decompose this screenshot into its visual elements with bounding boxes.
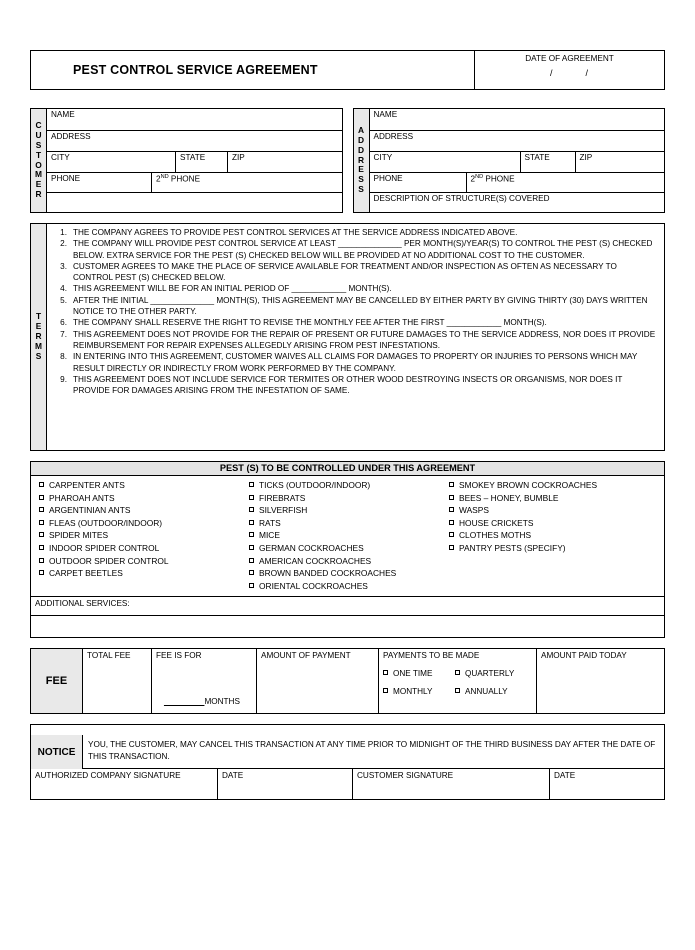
term-item: THIS AGREEMENT DOES NOT INCLUDE SERVICE FOR TERMITES OR OTHER WOOD DESTROYING INSECTS OR ORGANISMS, NOR DOES IT PROVIDE FOR DAMAGES ARISING FROM THE INFESTATION OF SAME. [73,374,623,396]
pest-option[interactable] [449,517,664,530]
date-slashes [475,68,664,78]
terms-body [47,224,664,450]
checkbox-icon[interactable] [449,482,454,487]
pest-option[interactable] [249,479,441,492]
pest-option[interactable] [39,479,241,492]
amount-of-payment-field[interactable] [257,649,379,713]
checkbox-icon[interactable] [249,558,254,563]
amount-paid-today-label: AMOUNT PAID TODAY [541,651,627,661]
address-phone-row[interactable] [370,173,665,193]
fee-months-line [164,697,240,706]
customer-name-row[interactable] [47,109,342,131]
customer-phone-row[interactable] [47,173,342,193]
term-item: THE COMPANY AGREES TO PROVIDE PEST CONTROL SERVICES AT THE SERVICE ADDRESS INDICATED ABOVE. [73,228,518,237]
amount-of-payment-label: AMOUNT OF PAYMENT [261,651,351,661]
pest-option[interactable] [39,555,241,568]
checkbox-icon[interactable] [39,570,44,575]
pest-label: ARGENTINIAN ANTS [49,505,131,516]
option-monthly-label: MONTHLY [393,687,433,697]
checkbox-icon[interactable] [249,495,254,500]
pest-label: TICKS (OUTDOOR/INDOOR) [259,480,371,490]
pest-option[interactable] [449,479,664,492]
address-name-row[interactable] [370,109,665,131]
option-monthly[interactable] [383,687,455,696]
pest-option[interactable] [249,555,441,568]
checkbox-icon[interactable] [39,482,44,487]
address-state-label: STATE [520,152,575,172]
additional-services-blank-row[interactable] [31,615,664,637]
pest-columns [31,476,664,596]
notice-row [31,735,664,769]
pest-option[interactable] [39,504,241,517]
option-annually[interactable] [455,687,527,696]
address-city-state-zip-row[interactable] [370,152,665,173]
address-second-phone-label: 2ND PHONE [466,173,665,192]
customer-extra-cell [47,193,342,212]
address-phone-label: PHONE [373,174,403,183]
company-date-label: DATE [222,771,244,781]
term-item: CUSTOMER AGREES TO MAKE THE PLACE OF SERVICE AVAILABLE FOR TREATMENT AND/OR INSPECTION AS OFTEN AS NECESSARY TO CONTROL PEST (S) CHECKED BELOW. [73,261,617,283]
payment-options-row-1 [383,669,536,678]
address-description-row[interactable] [370,193,665,212]
pest-column-1 [31,479,241,592]
fee-is-for-label: FEE IS FOR [156,651,202,661]
customer-block [30,108,343,213]
date-slash-2: / [585,68,590,78]
term-item: IN ENTERING INTO THIS AGREEMENT, CUSTOMER WAIVES ALL CLAIMS FOR DAMAGES TO PROPERTY OR INJURIES TO PERSONS WHICH MAY RESULT DIRECTLY OR INDIRECTLY FROM WORK PERFORMED BY THE COMPANY. [73,352,638,373]
address-name-label: NAME [373,110,398,119]
checkbox-icon[interactable] [455,670,460,675]
fee-tab-label: FEE [31,649,83,713]
checkbox-icon[interactable] [449,520,454,525]
pest-label: SMOKEY BROWN COCKROACHES [459,480,598,490]
checkbox-icon[interactable] [249,570,254,575]
customer-signature-label: CUSTOMER SIGNATURE [357,771,454,781]
pest-label: SPIDER MITES [49,530,109,541]
option-one-time-label: ONE TIME [393,669,433,679]
pest-label: HOUSE CRICKETS [459,517,534,528]
customer-address-label: ADDRESS [51,132,91,141]
pest-label: CARPENTER ANTS [49,480,125,490]
pest-selection-section [30,461,665,638]
additional-services-label: ADDITIONAL SERVICES: [35,599,130,609]
service-address-block [353,108,666,213]
pest-label: ORIENTAL COCKROACHES [259,580,368,591]
page-title: PEST CONTROL SERVICE AGREEMENT [73,63,318,77]
checkbox-icon[interactable] [249,482,254,487]
terms-tab-label: T E R M S [31,224,47,450]
checkbox-icon[interactable] [39,532,44,537]
signature-row [31,768,664,799]
additional-services-row[interactable] [31,596,664,615]
checkbox-icon[interactable] [455,688,460,693]
checkbox-icon[interactable] [249,520,254,525]
date-of-agreement-label: DATE OF AGREEMENT [525,54,614,63]
pest-label: RATS [259,517,281,528]
notice-section [30,724,665,800]
pest-option[interactable] [249,504,441,517]
months-blank[interactable]: ________ [164,697,205,707]
checkbox-icon[interactable] [39,545,44,550]
date-of-agreement-field[interactable] [474,51,664,89]
pest-label: MICE [259,530,280,541]
customer-city-label: CITY [51,153,70,162]
customer-address-row[interactable] [47,131,342,152]
checkbox-icon[interactable] [383,670,388,675]
option-quarterly-label: QUARTERLY [465,669,515,679]
date-slash-1: / [549,68,554,78]
term-item: THE COMPANY WILL PROVIDE PEST CONTROL SERVICE AT LEAST ______________ PER MONTH(S)/YEAR(S) TO CONTROL THE PEST (S) CHECKED BELOW. EXTRA SERVICE FOR THE PEST (S) CHECKED BELOW WILL BE PROVIDED AT NO ADDITIONAL COST TO THE CUSTOMER. [73,239,653,260]
address-address-row[interactable] [370,131,665,152]
pest-option[interactable] [249,567,441,580]
pest-label: FLEAS (OUTDOOR/INDOOR) [49,517,163,528]
pest-label: BEES – HONEY, BUMBLE [459,492,559,503]
address-address-label: ADDRESS [373,132,414,141]
customer-second-phone-label: 2ND PHONE [151,173,342,192]
checkbox-icon[interactable] [249,583,254,588]
total-fee-field[interactable] [83,649,152,713]
checkbox-icon[interactable] [449,532,454,537]
notice-text: YOU, THE CUSTOMER, MAY CANCEL THIS TRANSACTION AT ANY TIME PRIOR TO MIDNIGHT OF THE THIRD BUSINESS DAY AFTER THE DATE OF THIS TRANSACTION. [88,740,656,761]
option-annually-label: ANNUALLY [465,687,508,697]
checkbox-icon[interactable] [449,507,454,512]
pest-label: PANTRY PESTS (SPECIFY) [459,542,566,553]
address-description-label: DESCRIPTION OF STRUCTURE(S) COVERED [373,194,550,203]
customer-phone-label: PHONE [51,174,81,183]
pest-option[interactable] [249,529,441,542]
authorized-company-signature-field[interactable] [31,769,218,799]
checkbox-icon[interactable] [249,545,254,550]
option-one-time[interactable] [383,669,455,678]
address-zip-label: ZIP [575,152,665,172]
pest-option[interactable] [249,492,441,505]
pest-option[interactable] [449,504,664,517]
payment-frequency-options [383,669,536,696]
fee-is-for-field[interactable] [152,649,257,713]
customer-state-label: STATE [175,152,227,172]
payments-to-be-made-field [379,649,537,713]
pest-label: PHAROAH ANTS [49,492,115,503]
customer-city-state-zip-row[interactable] [47,152,342,173]
checkbox-icon[interactable] [39,507,44,512]
customer-zip-label: ZIP [227,152,342,172]
pest-option[interactable] [39,529,241,542]
pest-label: AMERICAN COCKROACHES [259,555,372,566]
checkbox-icon[interactable] [39,520,44,525]
pest-label: WASPS [459,505,489,516]
form-header [30,50,665,90]
pest-option[interactable] [39,492,241,505]
pest-control-service-agreement-form [0,50,695,950]
checkbox-icon[interactable] [383,688,388,693]
address-tab-label: A D D R E S S [354,109,370,212]
pest-option[interactable] [449,542,664,555]
checkbox-icon[interactable] [249,532,254,537]
pest-section-heading: PEST (S) TO BE CONTROLLED UNDER THIS AGREEMENT [31,462,664,476]
pest-label: CLOTHES MOTHS [459,530,532,541]
pest-label: GERMAN COCKROACHES [259,542,364,553]
months-label: MONTHS [204,697,240,707]
customer-tab-label: C U S T O M E R [31,109,47,212]
company-date-field[interactable] [218,769,353,799]
total-fee-label: TOTAL FEE [87,651,131,661]
term-item: THIS AGREEMENT DOES NOT PROVIDE FOR THE REPAIR OF PRESENT OR FUTURE DAMAGES TO THE SERVICE ADDRESS, NOR DOES IT PROVIDE REIMBURSEMENT FOR REPAIR EXPENSES ALLEGEDLY ARISING FROM PEST INFESTATIONS. [73,329,656,350]
pest-option[interactable] [39,542,241,555]
pest-column-2 [241,479,441,592]
authorized-company-signature-label: AUTHORIZED COMPANY SIGNATURE [35,771,181,781]
customer-signature-field[interactable] [353,769,550,799]
pest-option[interactable] [39,517,241,530]
pest-label: SILVERFISH [259,505,308,516]
parties-section [30,108,665,213]
checkbox-icon[interactable] [449,495,454,500]
address-city-label: CITY [373,153,393,162]
customer-extra-row[interactable] [47,193,342,212]
option-quarterly[interactable] [455,669,527,678]
pest-label: CARPET BEETLES [49,568,123,579]
term-item: THE COMPANY SHALL RESERVE THE RIGHT TO REVISE THE MONTHLY FEE AFTER THE FIRST ____________ MONTH(S). [73,318,547,328]
pest-label: FIREBRATS [259,492,306,503]
checkbox-icon[interactable] [39,495,44,500]
pest-option[interactable] [249,517,441,530]
amount-paid-today-field[interactable] [537,649,664,713]
fee-section [30,648,665,714]
pest-label: OUTDOOR SPIDER CONTROL [49,555,169,566]
pest-column-3 [441,479,664,592]
checkbox-icon[interactable] [449,545,454,550]
pest-option[interactable] [249,580,441,593]
pest-label: BROWN BANDED COCKROACHES [259,568,397,579]
customer-date-field[interactable] [550,769,664,799]
term-item: THIS AGREEMENT WILL BE FOR AN INITIAL PERIOD OF ____________ MONTH(S). [73,284,392,294]
term-item: AFTER THE INITIAL ______________ MONTH(S), THIS AGREEMENT MAY BE CANCELLED BY EITHER PARTY BY GIVING THIRTY (30) DAYS WRITTEN NOTICE TO THE OTHER PARTY. [73,295,648,317]
pest-option[interactable] [39,567,241,580]
pest-label: INDOOR SPIDER CONTROL [49,542,160,553]
pest-option[interactable] [449,529,664,542]
customer-date-label: DATE [554,771,576,781]
notice-tab-label: NOTICE [31,735,83,769]
payments-to-be-made-label: PAYMENTS TO BE MADE [383,651,480,661]
terms-section [30,223,665,451]
checkbox-icon[interactable] [249,507,254,512]
checkbox-icon[interactable] [39,558,44,563]
terms-list [51,227,658,396]
pest-option[interactable] [449,492,664,505]
payment-options-row-2 [383,687,536,696]
pest-option[interactable] [249,542,441,555]
customer-name-label: NAME [51,110,75,119]
